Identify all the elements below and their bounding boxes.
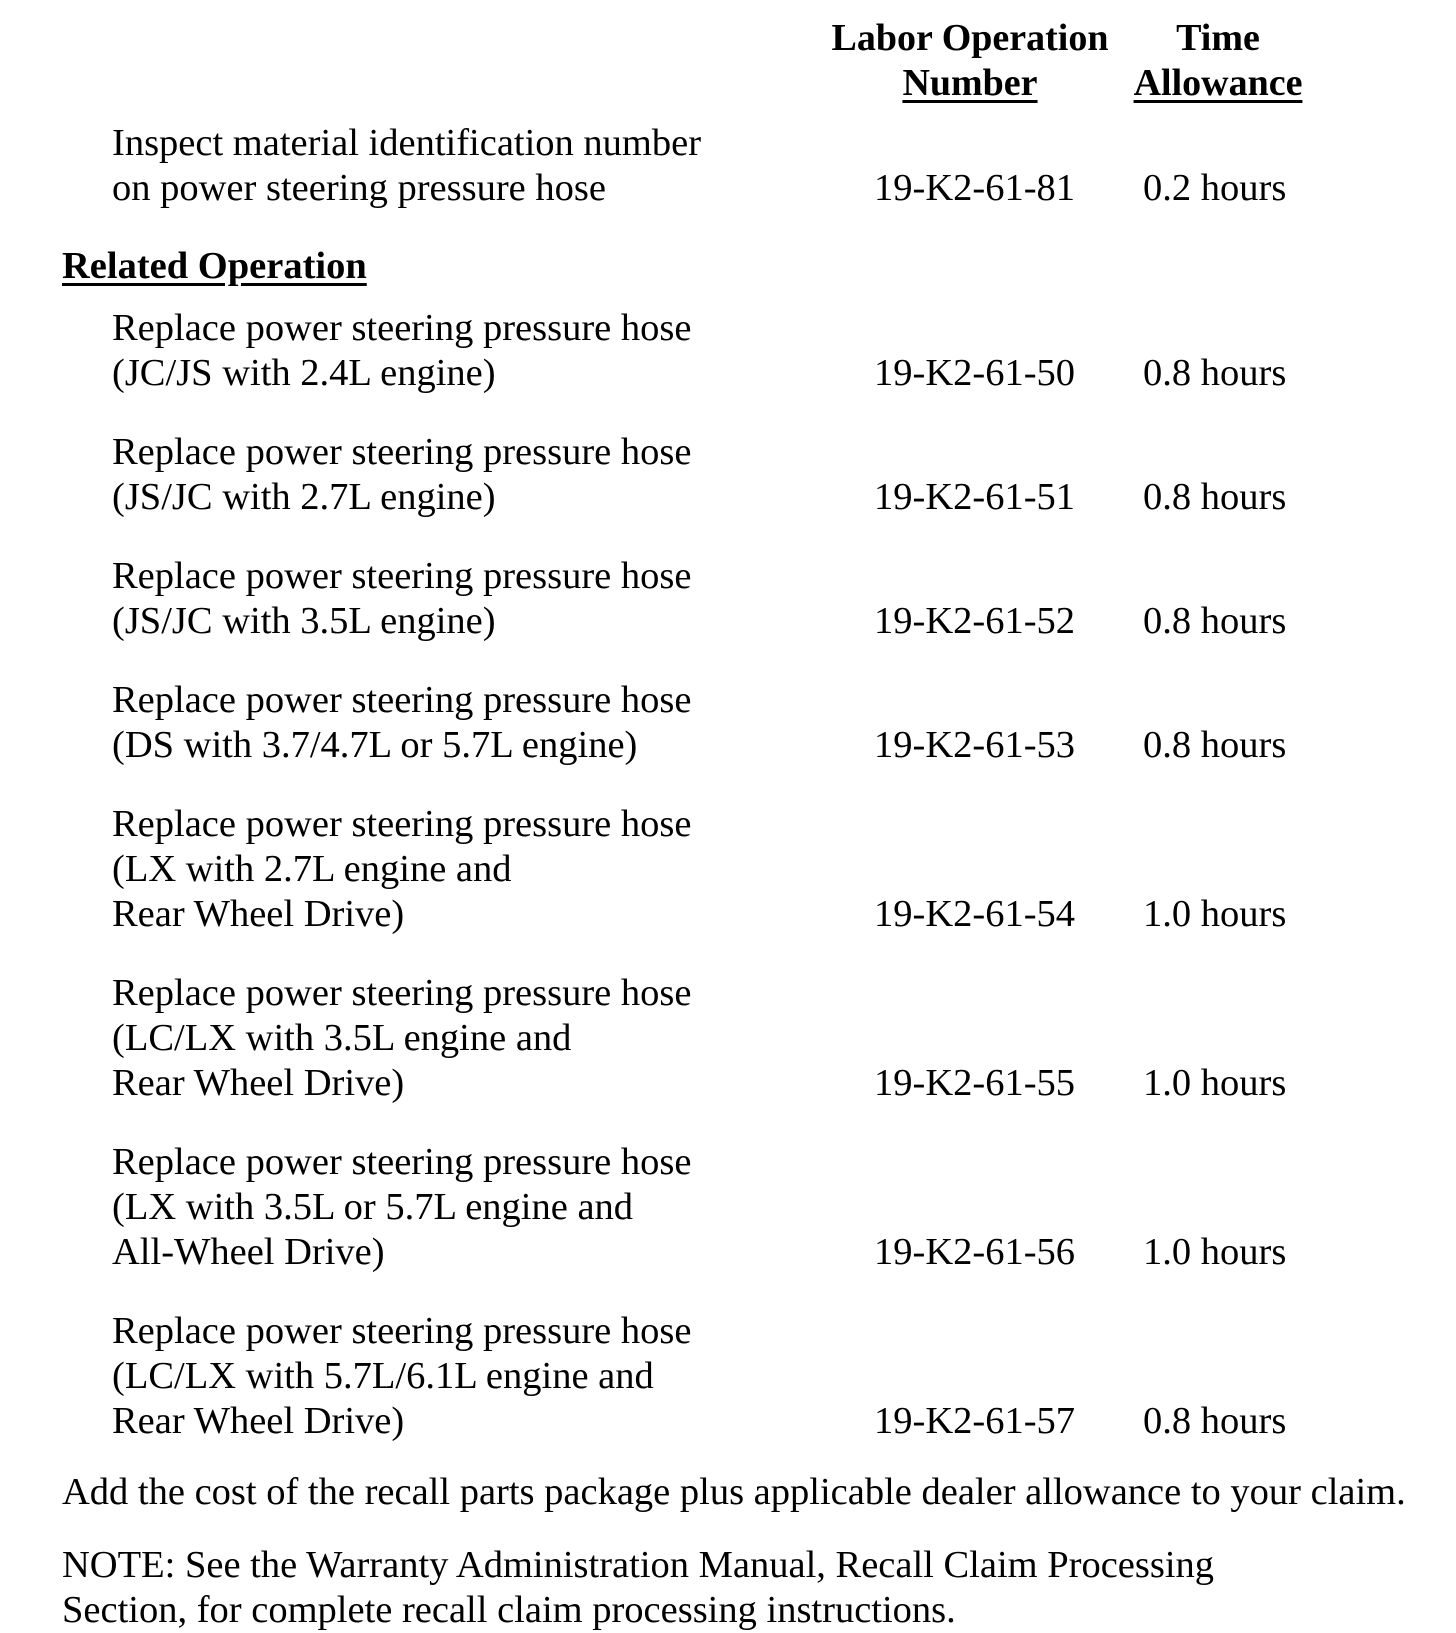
primary-operation-code: 19-K2-61-81 (874, 167, 1076, 209)
related-op-hours: 0.8 hours (1143, 600, 1287, 642)
primary-operation-desc-line1: Inspect material identification number (112, 122, 702, 164)
primary-operation-desc-line2: on power steering pressure hose (112, 167, 606, 209)
warranty-note-line2: Section, for complete recall claim processing instructions. (62, 1589, 956, 1631)
related-op-desc-line: (JS/JC with 2.7L engine) (112, 476, 496, 518)
related-op-code: 19-K2-61-53 (874, 724, 1076, 766)
time-allowance-header-line1: Time (1176, 17, 1260, 59)
related-op-hours: 1.0 hours (1143, 893, 1287, 935)
related-op-desc-line: Rear Wheel Drive) (112, 893, 405, 935)
claim-cost-note: Add the cost of the recall parts package plus applicable dealer allowance to your claim. (62, 1471, 1406, 1513)
related-op-desc-line: (LX with 3.5L or 5.7L engine and (112, 1186, 634, 1228)
related-op-hours: 1.0 hours (1143, 1062, 1287, 1104)
related-op-desc-line: Replace power steering pressure hose (112, 1310, 692, 1352)
related-op-desc-line: Replace power steering pressure hose (112, 1141, 692, 1183)
related-op-desc-line: Replace power steering pressure hose (112, 555, 692, 597)
related-op-code: 19-K2-61-56 (874, 1231, 1076, 1273)
related-op-hours: 0.8 hours (1143, 1400, 1287, 1442)
related-op-hours: 1.0 hours (1143, 1231, 1287, 1273)
related-op-desc-line: Replace power steering pressure hose (112, 972, 692, 1014)
related-op-hours: 0.8 hours (1143, 352, 1287, 394)
labor-operation-header-line2: Number (902, 62, 1038, 104)
related-op-desc-line: (DS with 3.7/4.7L or 5.7L engine) (112, 724, 638, 766)
related-op-desc-line: Replace power steering pressure hose (112, 803, 692, 845)
warranty-note-line1: NOTE: See the Warranty Administration Manual, Recall Claim Processing (62, 1544, 1215, 1586)
related-op-code: 19-K2-61-52 (874, 600, 1076, 642)
related-op-code: 19-K2-61-50 (874, 352, 1076, 394)
related-op-hours: 0.8 hours (1143, 724, 1287, 766)
time-allowance-header-line2: Allowance (1133, 62, 1303, 104)
related-op-code: 19-K2-61-55 (874, 1062, 1076, 1104)
related-op-desc-line: (LC/LX with 3.5L engine and (112, 1017, 572, 1059)
related-op-code: 19-K2-61-57 (874, 1400, 1076, 1442)
related-operation-heading: Related Operation (62, 245, 367, 287)
related-op-code: 19-K2-61-54 (874, 893, 1076, 935)
primary-operation-hours: 0.2 hours (1143, 167, 1287, 209)
related-op-desc-line: Rear Wheel Drive) (112, 1062, 405, 1104)
labor-operation-header (820, 16, 1120, 106)
related-op-desc-line: (LC/LX with 5.7L/6.1L engine and (112, 1355, 654, 1397)
related-op-desc-line: Replace power steering pressure hose (112, 307, 692, 349)
related-op-desc-line: Replace power steering pressure hose (112, 431, 692, 473)
time-allowance-header (1128, 16, 1308, 106)
related-op-desc-line: (JC/JS with 2.4L engine) (112, 352, 496, 394)
related-op-code: 19-K2-61-51 (874, 476, 1076, 518)
related-op-hours: 0.8 hours (1143, 476, 1287, 518)
related-op-desc-line: (JS/JC with 3.5L engine) (112, 600, 496, 642)
related-op-desc-line: Replace power steering pressure hose (112, 679, 692, 721)
labor-operation-header-line1: Labor Operation (831, 17, 1109, 59)
related-op-desc-line: All-Wheel Drive) (112, 1231, 385, 1273)
related-op-desc-line: Rear Wheel Drive) (112, 1400, 405, 1442)
related-op-desc-line: (LX with 2.7L engine and (112, 848, 512, 890)
